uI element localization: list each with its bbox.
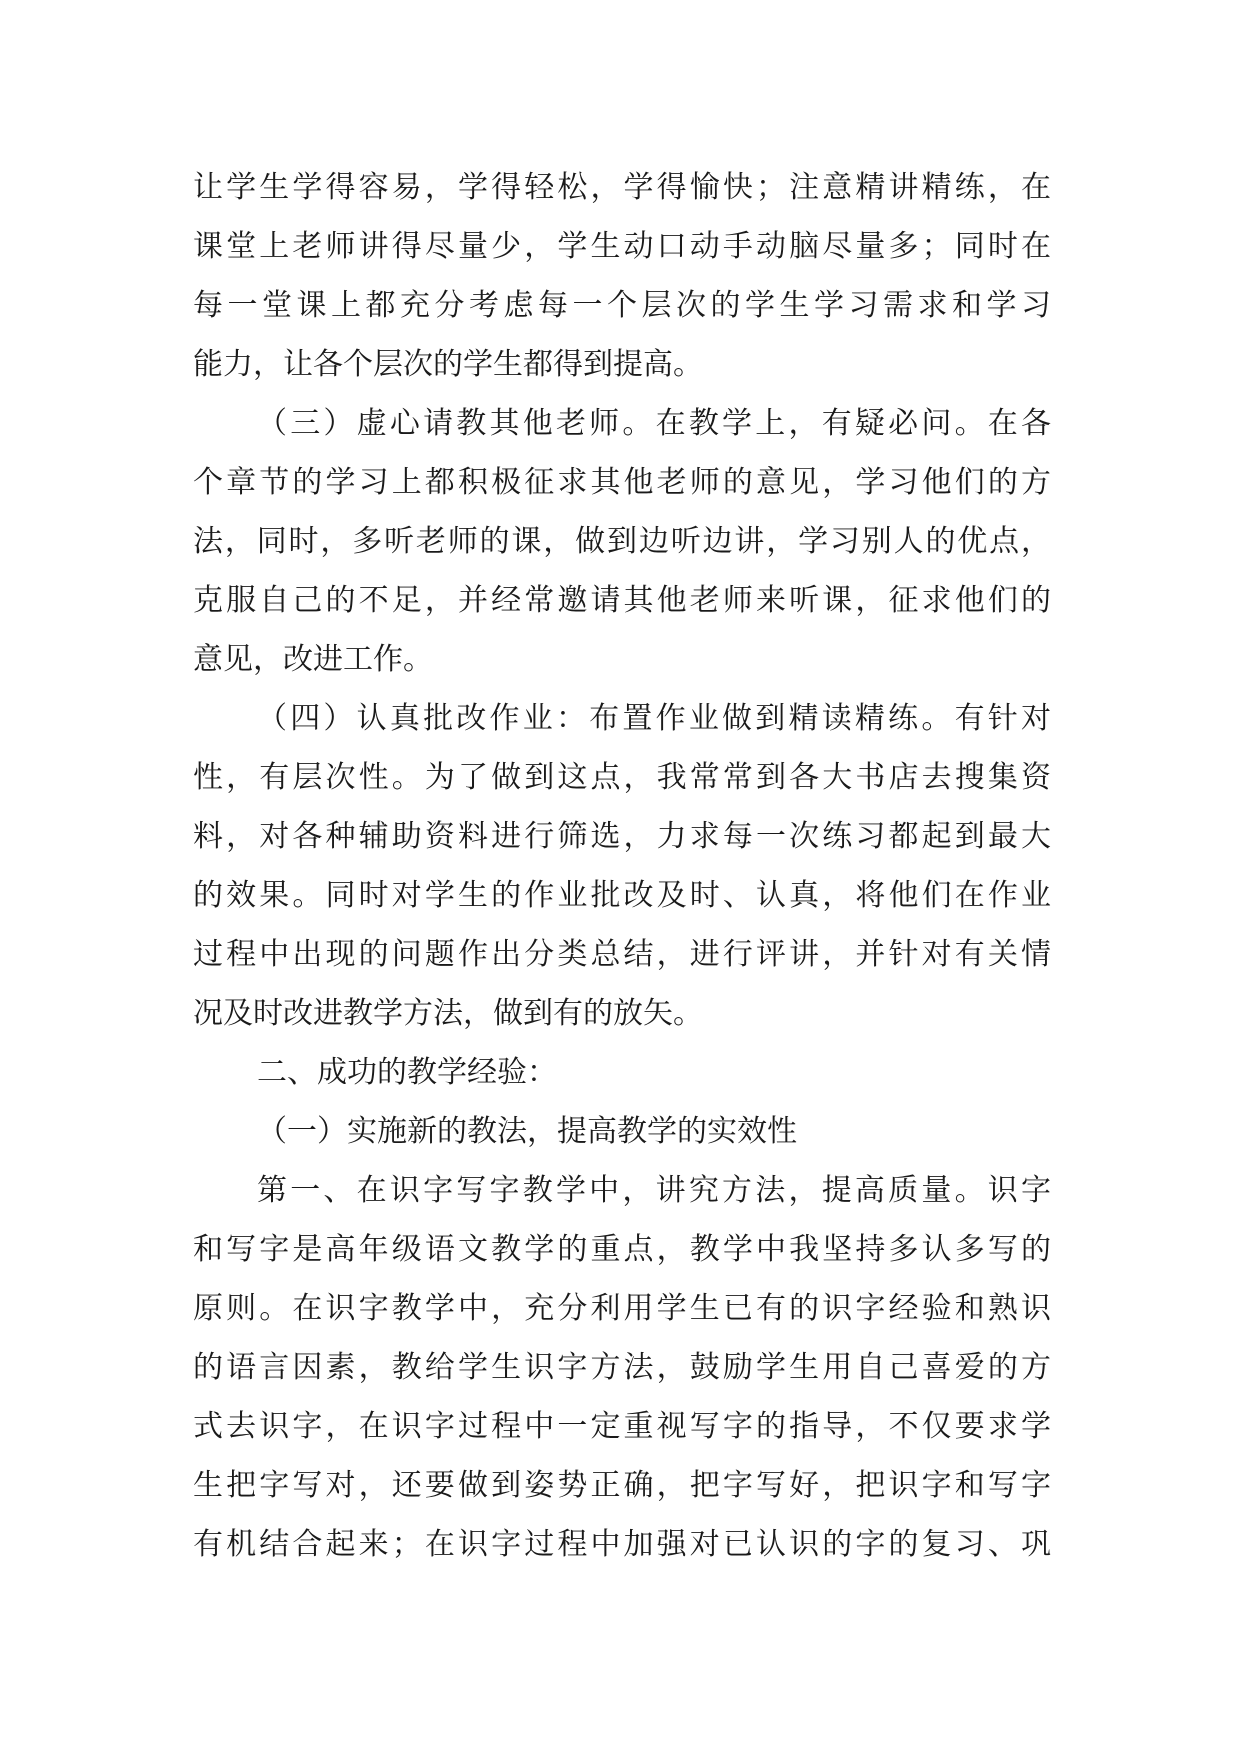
body-text [193, 158, 1051, 1574]
text-line: 的效果。同时对学生的作业批改及时、认真，将他们在作业 [193, 878, 1051, 913]
text-line: （四）认真批改作业：布置作业做到精读精练。有针对 [257, 701, 1051, 736]
text-line: 有机结合起来；在识字过程中加强对已认识的字的复习、巩 [193, 1527, 1051, 1562]
text-line: 过程中出现的问题作出分类总结，进行评讲，并针对有关情 [193, 937, 1051, 972]
text-line: （三）虚心请教其他老师。在教学上，有疑必问。在各 [257, 406, 1051, 441]
text-line: 生把字写对，还要做到姿势正确，把字写好，把识字和写字 [193, 1468, 1051, 1503]
text-line: 二、成功的教学经验： [257, 1055, 557, 1090]
text-line: 式去识字，在识字过程中一定重视写字的指导，不仅要求学 [193, 1409, 1051, 1444]
text-line: 况及时改进教学方法，做到有的放矢。 [193, 996, 703, 1031]
text-line: 克服自己的不足，并经常邀请其他老师来听课，征求他们的 [193, 583, 1051, 618]
text-line: 让学生学得容易，学得轻松，学得愉快；注意精讲精练，在 [193, 170, 1051, 205]
text-line: 课堂上老师讲得尽量少，学生动口动手动脑尽量多；同时在 [193, 229, 1051, 264]
text-line: 原则。在识字教学中，充分利用学生已有的识字经验和熟识 [193, 1291, 1051, 1326]
text-line: 料，对各种辅助资料进行筛选，力求每一次练习都起到最大 [193, 819, 1051, 854]
text-line: （一）实施新的教法，提高教学的实效性 [257, 1114, 797, 1149]
text-line: 和写字是高年级语文教学的重点，教学中我坚持多认多写的 [193, 1232, 1051, 1267]
text-line: 第一、在识字写字教学中，讲究方法，提高质量。识字 [257, 1173, 1051, 1208]
text-line: 意见，改进工作。 [193, 642, 433, 677]
text-line: 每一堂课上都充分考虑每一个层次的学生学习需求和学习 [193, 288, 1051, 323]
text-line: 个章节的学习上都积极征求其他老师的意见，学习他们的方 [193, 465, 1051, 500]
text-line: 能力，让各个层次的学生都得到提高。 [193, 347, 703, 382]
text-line: 法，同时，多听老师的课，做到边听边讲，学习别人的优点， [193, 524, 1051, 559]
text-line: 的语言因素，教给学生识字方法，鼓励学生用自己喜爱的方 [193, 1350, 1051, 1385]
text-line: 性，有层次性。为了做到这点，我常常到各大书店去搜集资 [193, 760, 1051, 795]
